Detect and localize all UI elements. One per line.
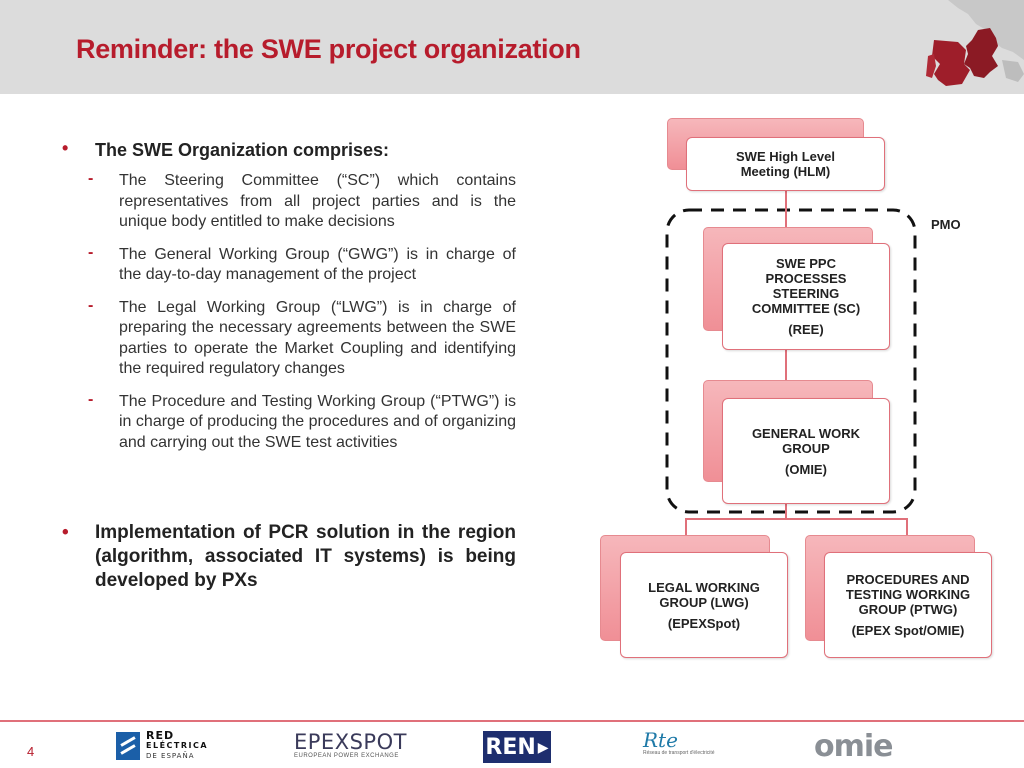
sc-owner: (REE) <box>788 322 824 337</box>
sc-label: SWE PPC PROCESSES STEERING COMMITTEE (SC) <box>751 256 861 316</box>
epex-subtext: EUROPEAN POWER EXCHANGE <box>294 753 399 759</box>
ree-text-1: RED <box>146 729 175 742</box>
page-number: 4 <box>27 744 35 759</box>
ren-logo <box>483 731 551 763</box>
epex-logo <box>294 730 407 762</box>
sub-item-gwg: - The General Working Group (“GWG”) is in charge of the day-to-day management of the project <box>88 243 516 283</box>
ptwg-owner: (EPEX Spot/OMIE) <box>851 623 965 638</box>
ree-text-2: ELÉCTRICA <box>146 741 209 750</box>
lwg-box <box>620 552 788 658</box>
ptwg-box <box>824 552 992 658</box>
omie-text: omie <box>814 728 893 764</box>
sub-item-text: The Legal Working Group (“LWG”) is in charge of preparing the necessary agreements between the SWE parties to operate the Market Coupling and identifying the required regulatory changes <box>119 298 516 377</box>
ree-logo <box>116 730 208 762</box>
rte-logo <box>643 730 715 762</box>
ree-text-3: DE ESPAÑA <box>146 752 195 760</box>
epex-text: EPEXSPOT <box>294 730 407 754</box>
sub-item-sc: - The Steering Committee (“SC”) which contains representatives from all project parties and is the unique body entitled to make decisions <box>88 170 516 230</box>
bullet-heading-text: The SWE Organization comprises: <box>95 140 390 160</box>
header-bar <box>0 0 1024 94</box>
bullet-dot: • <box>62 522 69 543</box>
europe-map-image <box>918 0 1024 94</box>
connector-line <box>685 518 908 520</box>
lwg-owner: (EPEXSpot) <box>667 615 741 631</box>
sub-item-lwg: - The Legal Working Group (“LWG”) is in charge of preparing the necessary agreements between the SWE parties to operate the Market Coupling and identifying the required regulatory changes <box>88 296 516 377</box>
hlm-label: SWE High Level Meeting (HLM) <box>736 149 835 179</box>
ren-arrow-icon: ▶ <box>537 738 549 755</box>
sc-box <box>722 243 890 350</box>
bullet-list <box>60 140 516 465</box>
page-title: Reminder: the SWE project organization <box>76 34 581 64</box>
bullet-heading <box>60 140 516 161</box>
omie-logo <box>814 730 893 762</box>
ren-text: REN <box>485 734 536 760</box>
hlm-box <box>686 137 885 191</box>
rte-text: Rte <box>643 728 678 752</box>
ptwg-label: PROCEDURES AND TESTING WORKING GROUP (PTWG) <box>845 572 971 617</box>
gwg-box <box>722 398 890 504</box>
bullet-pcr <box>60 521 516 593</box>
footer-divider <box>0 720 1024 722</box>
bullet-pcr-text: Implementation of PCR solution in the region (algorithm, associated IT systems) is being developed by PXs <box>95 522 516 591</box>
rte-subtext: Réseau de transport d'électricité <box>643 750 715 756</box>
sub-item-text: The General Working Group (“GWG”) is in charge of the day-to-day management of the project <box>119 245 516 283</box>
ree-logo-icon <box>116 732 140 760</box>
bullet-dot: • <box>62 138 69 158</box>
gwg-owner: (OMIE) <box>785 461 827 477</box>
gwg-label: GENERAL WORK GROUP <box>751 425 861 456</box>
lwg-label: LEGAL WORKING GROUP (LWG) <box>648 579 760 610</box>
sub-item-text: The Procedure and Testing Working Group (“PTWG”) is in charge of producing the procedures and of organizing and carrying out the SWE test activities <box>119 392 516 451</box>
sub-item-ptwg: - The Procedure and Testing Working Group (“PTWG”) is in charge of producing the procedures and of organizing and carrying out the SWE test activities <box>88 390 516 451</box>
pmo-label: PMO <box>931 217 961 232</box>
connector-line <box>785 502 787 519</box>
sub-item-text: The Steering Committee (“SC”) which contains representatives from all project parties and is the unique body entitled to make decisions <box>119 172 516 230</box>
